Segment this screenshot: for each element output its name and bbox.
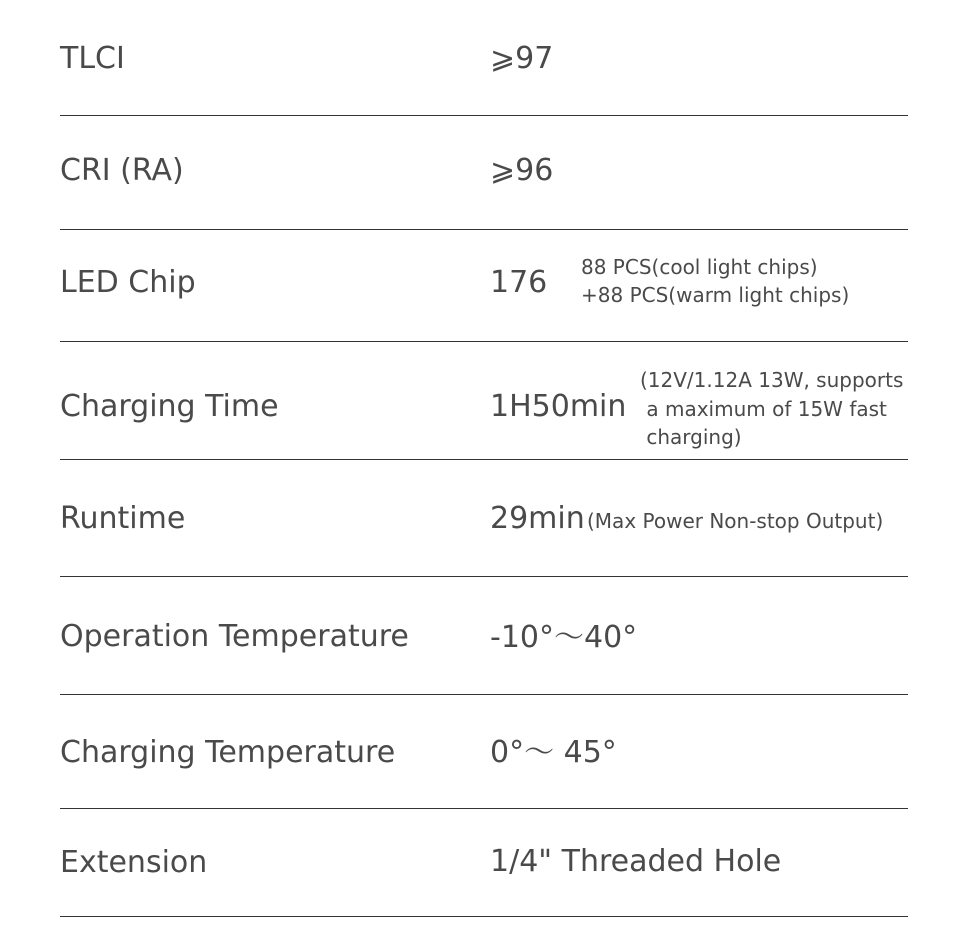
divider <box>60 229 908 230</box>
spec-value-cri: ⩾96 <box>490 153 554 188</box>
spec-label-operation-temperature: Operation Temperature <box>60 619 409 654</box>
spec-label-charging-temperature: Charging Temperature <box>60 735 396 770</box>
spec-value-led-chip: 176 <box>490 265 548 300</box>
spec-label-tlci: TLCI <box>60 41 125 76</box>
divider <box>60 459 908 460</box>
spec-note-led-chip-warm: +88 PCS(warm light chips) <box>581 283 850 307</box>
spec-value-operation-temperature: -10°～40° <box>490 620 638 655</box>
spec-value-extension: 1/4" Threaded Hole <box>490 844 782 879</box>
spec-value-charging-time: 1H50min <box>490 389 627 424</box>
divider <box>60 576 908 577</box>
spec-value-charging-temperature: 0°～ 45° <box>490 735 617 770</box>
spec-label-led-chip: LED Chip <box>60 265 196 300</box>
spec-value-runtime: 29min <box>490 501 585 536</box>
divider <box>60 694 908 695</box>
spec-label-extension: Extension <box>60 845 208 880</box>
spec-label-runtime: Runtime <box>60 501 186 536</box>
divider <box>60 115 908 116</box>
divider <box>60 808 908 809</box>
divider <box>60 916 908 917</box>
spec-label-charging-time: Charging Time <box>60 389 279 424</box>
spec-note-led-chip-cool: 88 PCS(cool light chips) <box>581 255 818 279</box>
spec-note-charging-time-2: a maximum of 15W fast <box>640 397 887 421</box>
spec-note-charging-time-3: charging) <box>640 425 742 449</box>
spec-note-charging-time-1: (12V/1.12A 13W, supports <box>640 368 904 392</box>
spec-label-cri: CRI (RA) <box>60 153 184 188</box>
spec-value-tlci: ⩾97 <box>490 41 554 76</box>
spec-note-runtime: (Max Power Non-stop Output) <box>587 509 884 533</box>
divider <box>60 341 908 342</box>
